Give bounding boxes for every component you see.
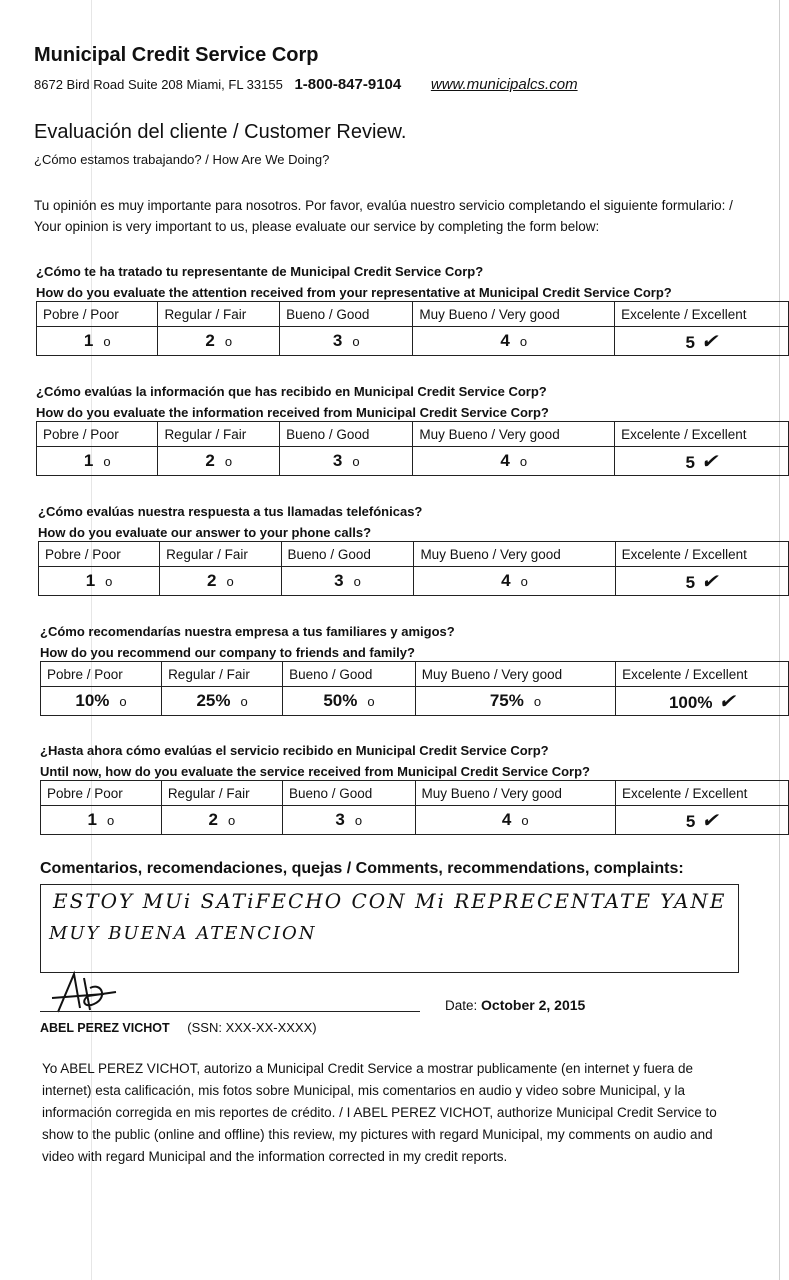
question-text-es: ¿Cómo recomendarías nuestra empresa a tus familiares y amigos?: [40, 624, 455, 639]
date-value: October 2, 2015: [481, 997, 586, 1013]
scale-label: Muy Bueno / Very good: [414, 542, 615, 567]
rating-value: 5: [685, 333, 695, 352]
form-intro: Tu opinión es muy importante para nosotros. Por favor, evalúa nuestro servicio completando el siguiente formulario: / Your opinion is very important to us, please evaluate our service by completing the form below:: [34, 198, 733, 234]
scale-label: Pobre / Poor: [41, 662, 162, 687]
question-1: [36, 261, 756, 303]
company-contact: [34, 76, 578, 93]
rating-value-row: [41, 806, 789, 835]
scale-label: Regular / Fair: [160, 542, 281, 567]
scale-label: Pobre / Poor: [41, 781, 162, 806]
checkmark-icon: ✔: [718, 689, 736, 713]
radio-circle-icon[interactable]: o: [228, 813, 236, 828]
rating-option[interactable]: [615, 567, 788, 596]
rating-option[interactable]: [158, 327, 280, 356]
rating-option[interactable]: [37, 447, 158, 476]
rating-value-row: [37, 447, 789, 476]
rating-value: 5: [685, 812, 696, 831]
rating-value-row: [39, 567, 789, 596]
rating-value: 3: [332, 451, 343, 470]
rating-option[interactable]: [281, 567, 414, 596]
comments-heading: Comentarios, recomendaciones, quejas / Comments, recommendations, complaints:: [40, 860, 684, 877]
signer-ssn: (SSN: XXX-XX-XXXX): [187, 1020, 317, 1035]
scale-label: Bueno / Good: [280, 422, 413, 447]
rating-value: 2: [208, 810, 218, 829]
scale-label: Excelente / Excellent: [615, 422, 789, 447]
rating-value: 3: [332, 331, 343, 350]
checkmark-icon: ✔: [700, 449, 718, 473]
rating-option[interactable]: [616, 687, 789, 716]
scale-label: Excelente / Excellent: [615, 542, 788, 567]
rating-option[interactable]: [37, 327, 158, 356]
rating-option[interactable]: [615, 447, 789, 476]
rating-value: 2: [205, 331, 215, 350]
scale-label: Regular / Fair: [158, 302, 280, 327]
signer-name: ABEL PEREZ VICHOT: [40, 1021, 170, 1035]
rating-option[interactable]: [162, 687, 283, 716]
scale-label: Regular / Fair: [162, 662, 283, 687]
scan-edge-line: [779, 0, 780, 1280]
rating-value: 1: [83, 451, 94, 470]
rating-option[interactable]: [280, 447, 413, 476]
rating-value: 4: [501, 571, 511, 590]
rating-option[interactable]: [283, 687, 416, 716]
company-website-link[interactable]: www.municipalcs.com: [430, 76, 578, 93]
rating-option[interactable]: [41, 806, 162, 835]
radio-circle-icon[interactable]: o: [519, 334, 528, 349]
rating-table-1: [36, 301, 789, 356]
rating-value: 1: [87, 810, 98, 829]
rating-option[interactable]: [616, 806, 789, 835]
radio-circle-icon[interactable]: o: [119, 694, 127, 709]
rating-header-row: [41, 662, 789, 687]
radio-circle-icon[interactable]: o: [353, 574, 361, 589]
form-subtitle: ¿Cómo estamos trabajando? / How Are We Doing?: [34, 152, 330, 167]
rating-option[interactable]: [280, 327, 413, 356]
rating-option[interactable]: [282, 806, 415, 835]
rating-value: 4: [500, 451, 510, 470]
rating-option[interactable]: [413, 447, 615, 476]
rating-value-row: [41, 687, 789, 716]
rating-option[interactable]: [158, 447, 280, 476]
question-text-en: How do you recommend our company to friends and family?: [40, 645, 415, 660]
rating-header-row: [37, 422, 789, 447]
signature-line: [40, 1011, 420, 1012]
question-text-en: How do you evaluate our answer to your phone calls?: [38, 525, 372, 540]
rating-value: 4: [501, 810, 512, 829]
rating-value: 75%: [489, 691, 524, 710]
rating-option[interactable]: [41, 687, 162, 716]
authorization-text: Yo ABEL PEREZ VICHOT, autorizo a Municipal Credit Service a mostrar publicamente (en internet y fuera de internet) esta calificación, mis fotos sobre Municipal, mis comentarios en audio y video sobre Municipal, y la información corregida en mis reportes de crédito. / I ABEL PEREZ VICHOT, authorize Municipal Credit Service to show to the public (online and offline) this review, my pictures with regard Municipal, my comments on audio and video with regard Municipal and the information corrected in my credit reports.: [42, 1061, 717, 1164]
question-text-es: ¿Hasta ahora cómo evalúas el servicio recibido en Municipal Credit Service Corp?: [40, 743, 549, 758]
rating-value: 2: [205, 451, 215, 470]
scale-label: Muy Bueno / Very good: [415, 662, 615, 687]
company-name: Municipal Credit Service Corp: [34, 44, 319, 66]
question-text-en: How do you evaluate the information received from Municipal Credit Service Corp?: [36, 405, 549, 420]
rating-option[interactable]: [415, 806, 616, 835]
scale-label: Bueno / Good: [280, 302, 413, 327]
rating-value: 3: [334, 571, 344, 590]
checkmark-icon: ✔: [700, 329, 718, 353]
rating-table-3: [38, 541, 789, 596]
radio-circle-icon[interactable]: o: [533, 694, 542, 709]
rating-header-row: [41, 781, 789, 806]
rating-table-5: [40, 780, 789, 835]
rating-table-4: [40, 661, 789, 716]
scale-label: Bueno / Good: [282, 781, 415, 806]
rating-value: 10%: [75, 691, 110, 710]
scale-label: Pobre / Poor: [39, 542, 160, 567]
scale-label: Pobre / Poor: [37, 422, 158, 447]
rating-table-2: [36, 421, 789, 476]
question-4: [40, 621, 760, 663]
scale-label: Muy Bueno / Very good: [413, 422, 615, 447]
signer: [40, 1020, 317, 1035]
question-text-es: ¿Cómo evalúas nuestra respuesta a tus llamadas telefónicas?: [38, 504, 423, 519]
rating-option[interactable]: [39, 567, 160, 596]
scale-label: Regular / Fair: [161, 781, 282, 806]
radio-circle-icon[interactable]: o: [107, 813, 115, 828]
rating-value: 1: [85, 571, 96, 590]
scale-label: Bueno / Good: [281, 542, 414, 567]
radio-circle-icon[interactable]: o: [105, 574, 113, 589]
checkmark-icon: ✔: [701, 569, 718, 593]
rating-value: 1: [83, 331, 94, 350]
question-text-en: How do you evaluate the attention received from your representative at Municipal Credit Service Corp?: [36, 285, 672, 300]
checkmark-icon: ✔: [701, 808, 719, 832]
rating-option[interactable]: [415, 687, 615, 716]
radio-circle-icon[interactable]: o: [240, 694, 248, 709]
comments-box[interactable]: [40, 884, 739, 973]
rating-value: 25%: [196, 691, 231, 710]
radio-circle-icon[interactable]: o: [352, 334, 360, 349]
radio-circle-icon[interactable]: o: [354, 813, 363, 828]
radio-circle-icon[interactable]: o: [367, 694, 375, 709]
rating-value: 5: [685, 573, 696, 592]
signature-date: [445, 997, 585, 1013]
company-phone: 1-800-847-9104: [294, 76, 402, 93]
scale-label: Muy Bueno / Very good: [413, 302, 615, 327]
radio-circle-icon[interactable]: o: [519, 454, 528, 469]
rating-option[interactable]: [414, 567, 615, 596]
question-text-es: ¿Cómo te ha tratado tu representante de Municipal Credit Service Corp?: [36, 264, 484, 279]
question-text-en: Until now, how do you evaluate the service received from Municipal Credit Service Corp?: [40, 764, 590, 779]
rating-value: 4: [500, 331, 510, 350]
rating-option[interactable]: [413, 327, 615, 356]
radio-circle-icon[interactable]: o: [224, 454, 233, 469]
scale-label: Excelente / Excellent: [616, 781, 789, 806]
date-label: Date:: [445, 998, 478, 1013]
radio-circle-icon[interactable]: o: [521, 813, 529, 828]
company-address: 8672 Bird Road Suite 208 Miami, FL 33155: [34, 77, 283, 92]
rating-value: 3: [335, 810, 345, 829]
rating-value: 2: [206, 571, 217, 590]
scale-label: Excelente / Excellent: [615, 302, 789, 327]
radio-circle-icon[interactable]: o: [352, 454, 360, 469]
scale-label: Excelente / Excellent: [616, 662, 789, 687]
question-5: [40, 740, 760, 782]
rating-header-row: [39, 542, 789, 567]
radio-circle-icon[interactable]: o: [103, 454, 111, 469]
scale-label: Bueno / Good: [283, 662, 416, 687]
rating-option[interactable]: [160, 567, 281, 596]
question-3: [38, 501, 758, 543]
rating-value-row: [37, 327, 789, 356]
radio-circle-icon[interactable]: o: [226, 574, 234, 589]
radio-circle-icon[interactable]: o: [520, 574, 528, 589]
rating-value: 100%: [668, 693, 713, 712]
radio-circle-icon[interactable]: o: [103, 334, 111, 349]
rating-option[interactable]: [615, 327, 789, 356]
rating-header-row: [37, 302, 789, 327]
scale-label: Muy Bueno / Very good: [415, 781, 616, 806]
scale-label: Pobre / Poor: [37, 302, 158, 327]
question-2: [36, 381, 756, 423]
comment-line-1: ESTOY MUi SATiFECHO CON Mi REPRECENTATE YANE: [53, 889, 727, 913]
rating-value: 50%: [323, 691, 358, 710]
question-text-es: ¿Cómo evalúas la información que has recibido en Municipal Credit Service Corp?: [36, 384, 547, 399]
rating-option[interactable]: [161, 806, 282, 835]
scale-label: Regular / Fair: [158, 422, 280, 447]
comment-line-2: MUY BUENA ATENCION: [49, 923, 317, 944]
form-title: Evaluación del cliente / Customer Review.: [34, 121, 407, 143]
radio-circle-icon[interactable]: o: [224, 334, 233, 349]
signature-image: [44, 968, 124, 1020]
rating-value: 5: [685, 453, 695, 472]
